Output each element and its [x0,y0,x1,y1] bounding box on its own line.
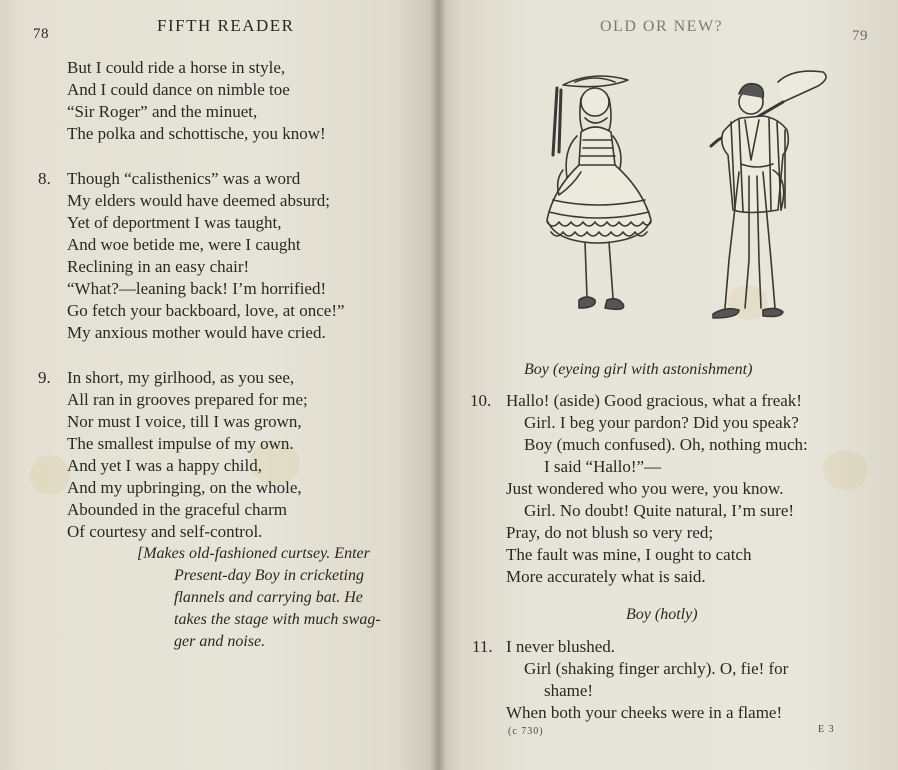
stanza-number: 8. [38,169,51,188]
boy-and-girl-illustration [533,60,833,330]
verse-line: Girl (shaking finger archly). O, fie! for [524,659,789,678]
verse-line: My elders would have deemed absurd; [67,191,330,210]
page-stain [30,455,70,495]
verse-line: Girl. I beg your pardon? Did you speak? [524,413,799,432]
verse-line: Just wondered who you were, you know. [506,479,784,498]
verse-line: Abounded in the graceful charm [67,500,287,519]
verse-line: I never blushed. [506,637,616,656]
verse-line: And yet I was a happy child, [67,456,262,475]
page-number: 78 [33,26,49,42]
page-stain [823,450,868,490]
verse-line: In short, my girlhood, as you see, [67,368,295,387]
verse-line: The polka and schottische, you know! [67,124,326,143]
stage-direction-line: takes the stage with much swag- [174,611,381,628]
verse-line: Go fetch your backboard, love, at once!” [67,301,345,320]
verse-line: I said “Hallo!”— [544,457,662,476]
verse-line: All ran in grooves prepared for me; [67,390,308,409]
stage-direction-line: Present-day Boy in cricketing [174,567,364,584]
verse-line: When both your cheeks were in a flame! [506,703,783,722]
right-page [438,0,898,770]
illustration-caption: Boy (eyeing girl with astonishment) [524,361,753,378]
page-number: 79 [852,28,868,44]
signature-mark: E 3 [818,724,835,735]
verse-line: And I could dance on nimble toe [67,80,290,99]
verse-line: And woe betide me, were I caught [67,235,301,254]
verse-line: “What?—leaning back! I’m horrified! [67,279,327,298]
stanza-number: 9. [38,368,51,387]
verse-line: Yet of deportment I was taught, [67,213,282,232]
verse-line: Nor must I voice, till I was grown, [67,412,302,431]
verse-line: The fault was mine, I ought to catch [506,545,752,564]
running-head: OLD OR NEW? [600,18,724,35]
verse-line: shame! [544,681,594,700]
verse-line: Pray, do not blush so very red; [506,523,714,542]
running-head: FIFTH READER [157,16,295,35]
verse-line: Reclining in an easy chair! [67,257,250,276]
girl-figure [547,76,651,309]
verse-line: But I could ride a horse in style, [67,58,286,77]
verse-line: Boy (much confused). Oh, nothing much: [524,435,808,454]
left-page [0,0,438,770]
verse-line: My anxious mother would have cried. [67,323,326,342]
verse-line: More accurately what is said. [506,567,706,586]
verse-line: Of courtesy and self-control. [67,522,263,541]
verse-line: The smallest impulse of my own. [67,434,294,453]
speaker-heading: Boy (hotly) [626,606,698,623]
stanza-number: 11. [472,637,493,656]
verse-line: Hallo! (aside) Good gracious, what a freak! [506,391,802,410]
verse-line: Though “calisthenics” was a word [67,169,301,188]
stanza-number: 10. [470,391,492,410]
boy-figure [711,71,826,318]
verse-line: Girl. No doubt! Quite natural, I’m sure! [524,501,795,520]
stage-direction-line: flannels and carrying bat. He [174,589,363,606]
stage-direction-line: ger and noise. [174,633,266,650]
verse-line: “Sir Roger” and the minuet, [67,102,258,121]
book-gutter [430,0,446,770]
stage-direction-line: [Makes old-fashioned curtsey. Enter [137,545,370,562]
verse-line: And my upbringing, on the whole, [67,478,302,497]
printer-mark: (c 730) [508,726,544,737]
